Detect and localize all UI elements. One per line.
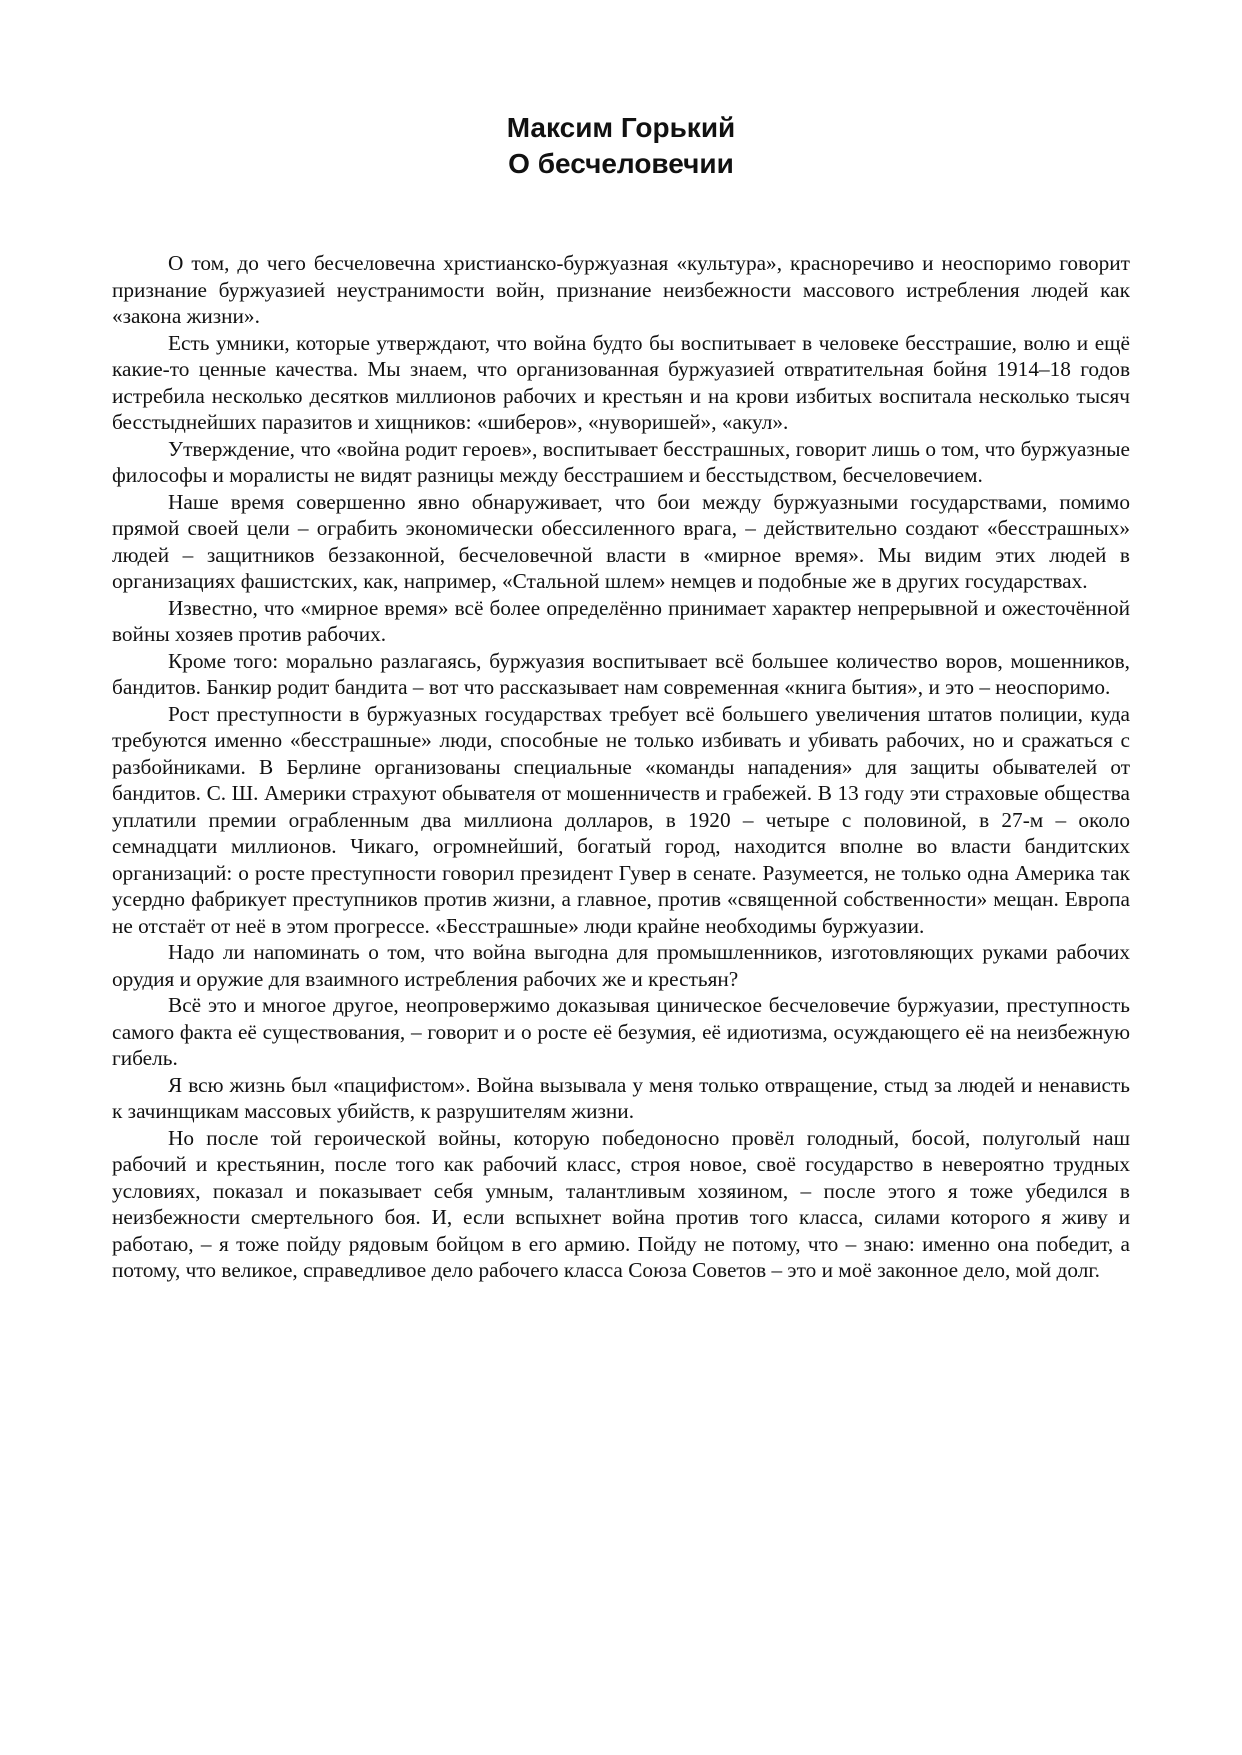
paragraph-9: Всё это и многое другое, неопровержимо доказывая циническое бесчеловечие буржуазии, преступность самого факта её существования, – говорит и о росте её безумия, её идиотизма, осуждающего её на неизбежную гибель.	[112, 993, 1130, 1070]
paragraph-6: Кроме того: морально разлагаясь, буржуазия воспитывает всё большее количество воров, мошенников, бандитов. Банкир родит бандита – вот что рассказывает нам современная «книга бытия», и это – неоспоримо.	[112, 648, 1130, 699]
document-page	[112, 110, 1130, 1284]
document-title: О бесчеловечии	[508, 148, 734, 179]
paragraph-2: Есть умники, которые утверждают, что война будто бы воспитывает в человеке бесстрашие, волю и ещё какие-то ценные качества. Мы знаем, что организованная буржуазией отвратительная бойня 1914–18 годов истребила несколько десятков миллионов рабочих и крестьян и на крови избитых воспитала несколько тысяч бесстыднейших паразитов и хищников: «шиберов», «нуворишей», «акул».	[112, 330, 1130, 434]
paragraph-7: Рост преступности в буржуазных государствах требует всё большего увеличения штатов полиции, куда требуются именно «бесстрашные» люди, способные не только избивать и убивать рабочих, но и сражаться с разбойниками. В Берлине организованы специальные «команды нападения» для защиты обывателей от бандитов. С. Ш. Америки страхуют обывателя от мошенничеств и грабежей. В 13 году эти страховые общества уплатили премии ограбленным два миллиона долларов, в 1920 – четыре с половиной, в 27-м – около семнадцати миллионов. Чикаго, огромнейший, богатый город, находится вполне во власти бандитских организаций: о росте преступности говорил президент Гувер в сенате. Разумеется, не только одна Америка так усердно фабрикует преступников против жизни, а главное, против «священной собственности» мещан. Европа не отстаёт от неё в этом прогрессе. «Бесстрашные» люди крайне необходимы буржуазии.	[112, 701, 1130, 938]
paragraph-5: Известно, что «мирное время» всё более определённо принимает характер непрерывной и ожесточённой войны хозяев против рабочих.	[112, 595, 1130, 646]
paragraph-11: Но после той героической войны, которую победоносно провёл голодный, босой, полуголый наш рабочий и крестьянин, после того как рабочий класс, строя новое, своё государство в невероятно трудных условиях, показал и показывает себя умным, талантливым хозяином, – после этого я тоже убедился в неизбежности смертельного боя. И, если вспыхнет война против того класса, силами которого я живу и работаю, – я тоже пойду рядовым бойцом в его армию. Пойду не потому, что – знаю: именно она победит, а потому, что великое, справедливое дело рабочего класса Союза Советов – это и моё законное дело, мой долг.	[112, 1125, 1130, 1282]
paragraph-4: Наше время совершенно явно обнаруживает, что бои между буржуазными государствами, помимо прямой своей цели – ограбить экономически обессиленного врага, – действительно создают «бесстрашных» людей – защитников беззаконной, бесчеловечной власти в «мирное время». Мы видим этих людей в организациях фашистских, как, например, «Стальной шлем» немцев и подобные же в других государствах.	[112, 489, 1130, 593]
paragraph-1: О том, до чего бесчеловечна христианско-буржуазная «культура», красноречиво и неоспоримо говорит признание буржуазией неустранимости войн, признание неизбежности массового истребления людей как «закона жизни».	[112, 251, 1130, 328]
paragraph-8: Надо ли напоминать о том, что война выгодна для промышленников, изготовляющих руками рабочих орудия и оружие для взаимного истребления рабочих же и крестьян?	[112, 940, 1130, 991]
paragraph-3: Утверждение, что «война родит героев», воспитывает бесстрашных, говорит лишь о том, что буржуазные философы и моралисты не видят разницы между бесстрашием и бесстыдством, бесчеловечием.	[112, 436, 1130, 487]
document-body	[112, 250, 1130, 1284]
paragraph-10: Я всю жизнь был «пацифистом». Война вызывала у меня только отвращение, стыд за людей и ненависть к зачинщикам массовых убийств, к разрушителям жизни.	[112, 1072, 1130, 1123]
document-heading	[112, 110, 1130, 182]
author-name: Максим Горький	[506, 112, 736, 143]
